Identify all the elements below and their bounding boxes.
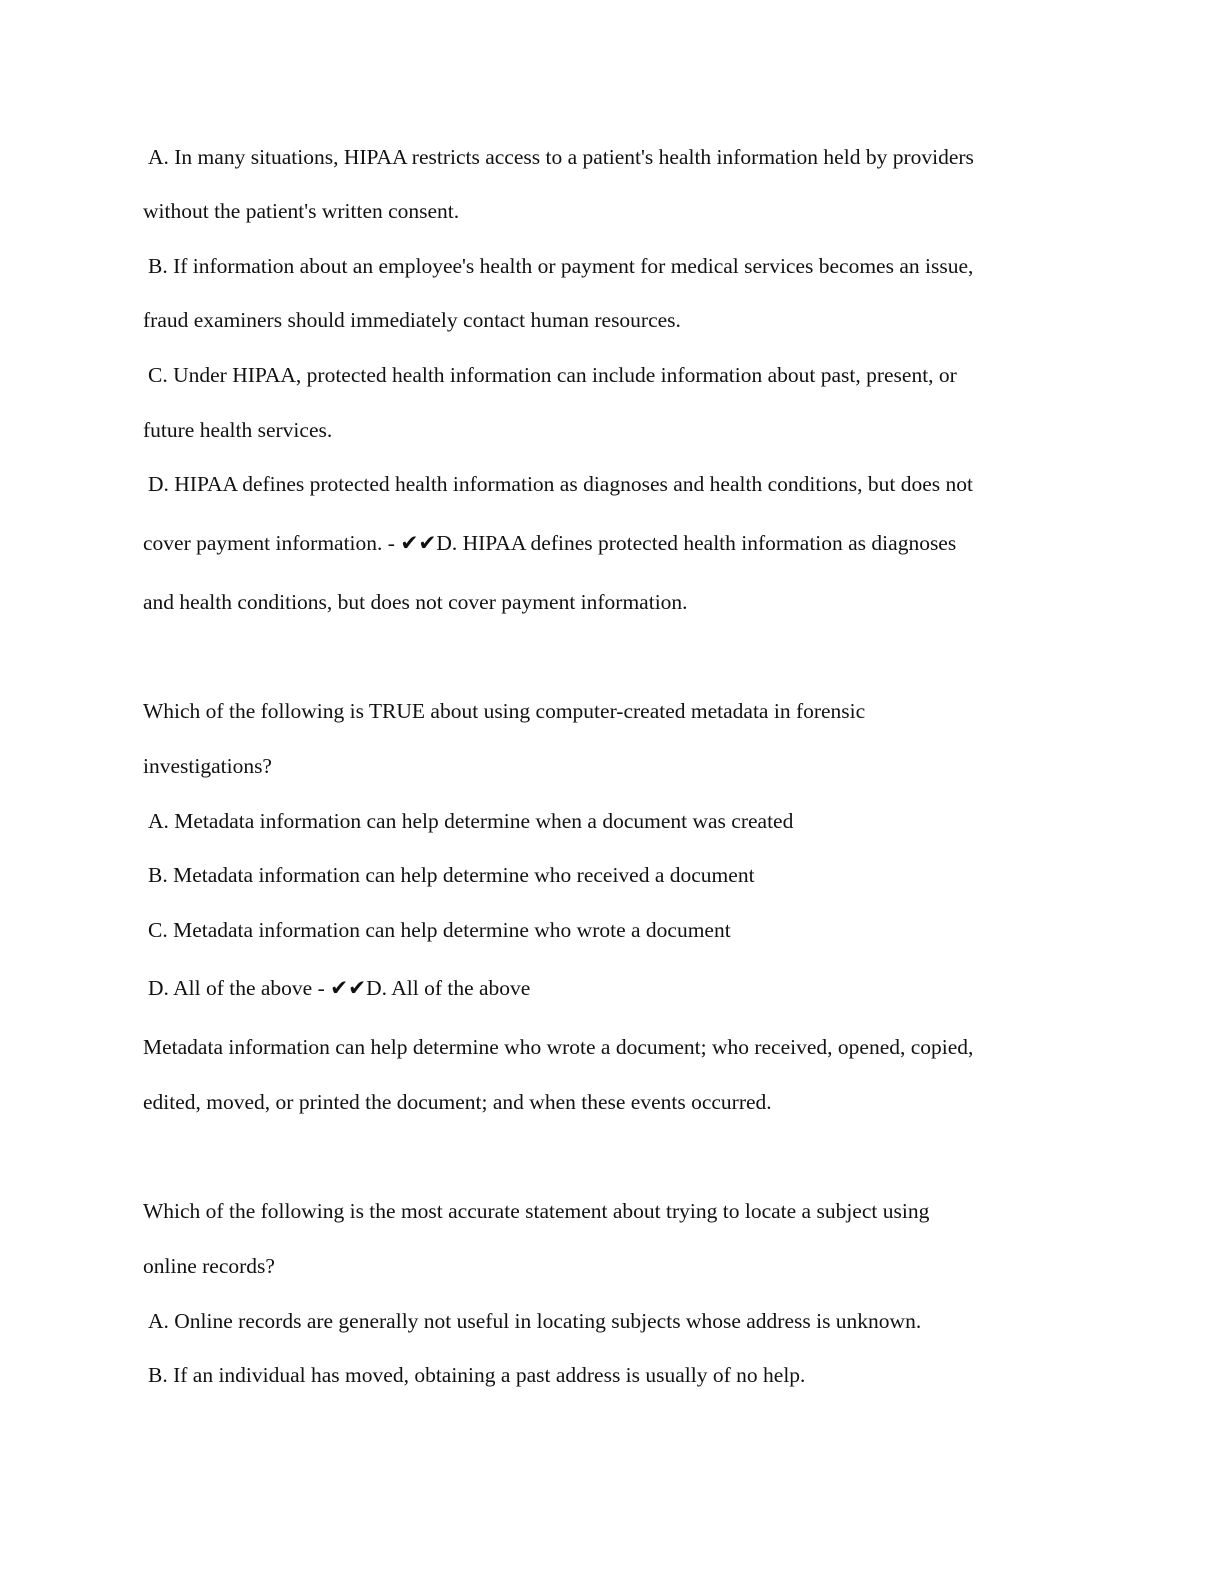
question-metadata-line1: Which of the following is TRUE about using computer-created metadata in forensic — [143, 699, 866, 723]
option-a-hipaa-line2: without the patient's written consent. — [143, 199, 460, 223]
option-b-hipaa-line1: B. If information about an employee's health or payment for medical services becomes an issue, — [148, 254, 974, 278]
option-b-hipaa-line2: fraud examiners should immediately contact human resources. — [143, 308, 681, 332]
option-a-hipaa-line1: A. In many situations, HIPAA restricts access to a patient's health information held by providers — [148, 145, 974, 169]
option-b-metadata: B. Metadata information can help determine who received a document — [148, 863, 755, 887]
question-metadata-line2: investigations? — [143, 754, 272, 778]
option-a-metadata: A. Metadata information can help determine when a document was created — [148, 809, 794, 833]
metadata-explanation-line2: edited, moved, or printed the document; and when these events occurred. — [143, 1090, 772, 1114]
option-c-hipaa-line1: C. Under HIPAA, protected health information can include information about past, present, or — [148, 363, 957, 387]
option-a-online-records: A. Online records are generally not useful in locating subjects whose address is unknown. — [148, 1309, 922, 1333]
option-b-online-records: B. If an individual has moved, obtaining a past address is usually of no help. — [148, 1363, 806, 1387]
option-d-hipaa-answer-line: cover payment information. - ✔✔D. HIPAA defines protected health information as diagnoses — [143, 531, 957, 555]
option-c-hipaa-line2: future health services. — [143, 418, 333, 442]
metadata-explanation-line1: Metadata information can help determine who wrote a document; who received, opened, copied, — [143, 1035, 974, 1059]
option-c-metadata: C. Metadata information can help determine who wrote a document — [148, 918, 731, 942]
question-online-records-line1: Which of the following is the most accurate statement about trying to locate a subject using — [143, 1199, 930, 1223]
option-d-hipaa-line1: D. HIPAA defines protected health information as diagnoses and health conditions, but does not — [148, 472, 974, 496]
option-d-metadata-answer: D. All of the above - ✔✔D. All of the above — [148, 976, 531, 1000]
question-online-records-line2: online records? — [143, 1254, 275, 1278]
option-d-hipaa-answer-line2: and health conditions, but does not cover payment information. — [143, 590, 688, 614]
